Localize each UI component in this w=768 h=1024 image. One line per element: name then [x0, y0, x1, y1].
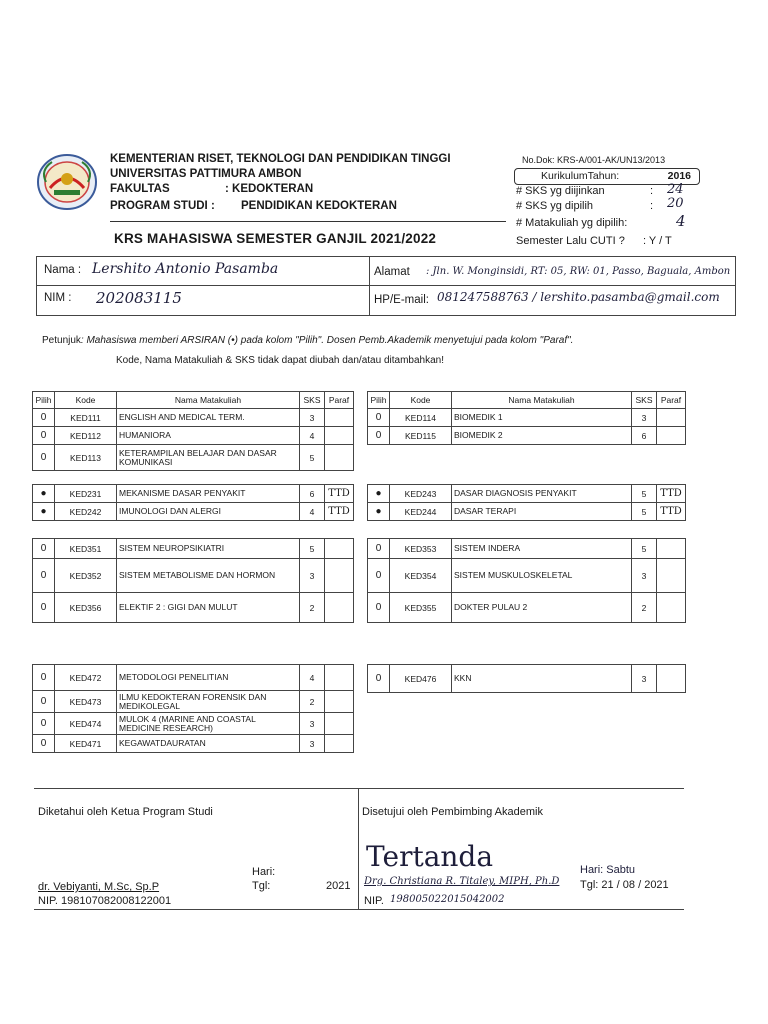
pilih-cell[interactable]: 0 [33, 735, 55, 753]
pilih-cell[interactable]: 0 [368, 559, 390, 593]
right-hari: Hari: Sabtu [580, 864, 636, 876]
sks-cell: 4 [300, 503, 325, 521]
nama-cell: ILMU KEDOKTERAN FORENSIK DAN MEDIKOLEGAL [117, 691, 300, 713]
paraf-cell [657, 539, 686, 559]
course-table-s7-left [32, 664, 354, 753]
pilih-cell[interactable]: ● [368, 503, 390, 521]
kode-cell: KED114 [390, 409, 452, 427]
pilih-cell[interactable]: 0 [33, 665, 55, 691]
pilih-cell[interactable]: 0 [33, 713, 55, 735]
kode-cell: KED351 [55, 539, 117, 559]
right-tgl: Tgl: 21 / 08 / 2021 [580, 879, 669, 891]
kode-cell: KED231 [55, 485, 117, 503]
course-table-s5-left [32, 538, 354, 623]
kode-cell: KED473 [55, 691, 117, 713]
kode-cell: KED354 [390, 559, 452, 593]
matakuliah-dipilih-label: # Matakuliah yg dipilih: [516, 217, 628, 229]
pilih-cell[interactable]: 0 [368, 409, 390, 427]
left-tgl-label: Tgl: [252, 880, 271, 892]
course-table-s1-right [367, 391, 686, 445]
kurikulum-value: 2016 [667, 170, 691, 182]
nama-cell: IMUNOLOGI DAN ALERGI [117, 503, 300, 521]
sks-cell: 5 [300, 445, 325, 471]
petunjuk-label: Petunjuk [42, 335, 81, 346]
kode-cell: KED111 [55, 409, 117, 427]
pilih-cell[interactable]: 0 [33, 445, 55, 471]
sks-cell: 2 [632, 593, 657, 623]
pilih-cell[interactable]: ● [33, 503, 55, 521]
program-label: PROGRAM STUDI : [110, 200, 215, 212]
nama-cell: MEKANISME DASAR PENYAKIT [117, 485, 300, 503]
course-row [368, 409, 686, 427]
paraf-cell: TTD [325, 485, 354, 503]
sks-diijinkan-value: 24 [667, 182, 684, 197]
paraf-cell [657, 665, 686, 693]
course-row [33, 503, 354, 521]
course-row [33, 539, 354, 559]
right-sign-title: Disetujui oleh Pembimbing Akademik [362, 806, 543, 818]
alamat-label: Alamat [374, 266, 410, 278]
sks-cell: 3 [300, 409, 325, 427]
nim-value: 202083115 [96, 289, 182, 307]
kode-cell: KED356 [55, 593, 117, 623]
sks-cell: 2 [300, 593, 325, 623]
faculty-label: FAKULTAS [110, 183, 170, 195]
right-nip-label: NIP. [364, 895, 384, 907]
nama-label: Nama : [44, 264, 82, 276]
sks-cell: 4 [300, 665, 325, 691]
right-signer-name: Drg. Christiana R. Titaley, MIPH, Ph.D [364, 876, 560, 887]
sks-cell: 3 [300, 735, 325, 753]
ministry-name: KEMENTERIAN RISET, TEKNOLOGI DAN PENDIDIKAN TINGGI [110, 153, 451, 165]
cuti-value: : Y / T [643, 235, 672, 247]
pilih-cell[interactable]: 0 [33, 559, 55, 593]
kode-note: Kode, Nama Matakuliah & SKS tidak dapat diubah dan/atau ditambahkan! [116, 355, 444, 366]
pilih-cell[interactable]: 0 [33, 539, 55, 559]
university-name: UNIVERSITAS PATTIMURA AMBON [110, 168, 302, 180]
nama-cell: SISTEM MUSKULOSKELETAL [452, 559, 632, 593]
pilih-cell[interactable]: 0 [33, 593, 55, 623]
kode-cell: KED472 [55, 665, 117, 691]
kode-cell: KED352 [55, 559, 117, 593]
sks-cell: 5 [300, 539, 325, 559]
right-signer-nip: 198005022015042002 [390, 894, 505, 905]
nama-cell: KEGAWATDAURATAN [117, 735, 300, 753]
nama-cell: BIOMEDIK 1 [452, 409, 632, 427]
course-table-s3-right [367, 484, 686, 521]
paraf-cell [657, 409, 686, 427]
header-kode: Kode [390, 392, 452, 409]
table-header-row [368, 392, 686, 409]
course-row [368, 539, 686, 559]
header-paraf: Paraf [325, 392, 354, 409]
nim-label: NIM : [44, 292, 72, 304]
hp-value: 081247588763 / lershito.pasamba@gmail.com [437, 290, 720, 304]
sks-cell: 4 [300, 427, 325, 445]
sks-cell: 6 [300, 485, 325, 503]
sks-cell: 5 [632, 503, 657, 521]
table-header-row [33, 392, 354, 409]
paraf-cell [325, 593, 354, 623]
kode-cell: KED242 [55, 503, 117, 521]
paraf-cell [657, 593, 686, 623]
course-row [33, 559, 354, 593]
course-table-s1-left [32, 391, 354, 471]
paraf-cell [325, 409, 354, 427]
nama-cell: KKN [452, 665, 632, 693]
sks-cell: 3 [632, 409, 657, 427]
paraf-cell: TTD [657, 485, 686, 503]
kode-cell: KED244 [390, 503, 452, 521]
sks-cell: 3 [300, 559, 325, 593]
kurikulum-label: KurikulumTahun: [541, 170, 620, 182]
sks-cell: 5 [632, 539, 657, 559]
paraf-cell [325, 735, 354, 753]
course-row [368, 503, 686, 521]
header-sks: SKS [632, 392, 657, 409]
paraf-cell [325, 691, 354, 713]
faculty-value: : KEDOKTERAN [225, 183, 314, 195]
course-table-s5-right [367, 538, 686, 623]
sks-cell: 3 [300, 713, 325, 735]
course-row [33, 409, 354, 427]
nama-value: Lershito Antonio Pasamba [92, 261, 279, 277]
kode-cell: KED355 [390, 593, 452, 623]
pilih-cell[interactable]: 0 [368, 427, 390, 445]
course-row [33, 427, 354, 445]
kode-cell: KED476 [390, 665, 452, 693]
paraf-cell [325, 539, 354, 559]
course-row [33, 691, 354, 713]
left-sign-title: Diketahui oleh Ketua Program Studi [38, 806, 213, 818]
paraf-cell: TTD [657, 503, 686, 521]
sks-cell: 2 [300, 691, 325, 713]
university-logo [36, 152, 98, 212]
header-pilih: Pilih [368, 392, 390, 409]
course-table-s7-right [367, 664, 686, 693]
paraf-cell [657, 559, 686, 593]
header-nama: Nama Matakuliah [117, 392, 300, 409]
course-row [33, 593, 354, 623]
nama-cell: DOKTER PULAU 2 [452, 593, 632, 623]
nama-cell: SISTEM NEUROPSIKIATRI [117, 539, 300, 559]
pilih-cell[interactable]: 0 [33, 691, 55, 713]
sks-dipilih-value: 20 [667, 196, 684, 211]
course-row [368, 665, 686, 693]
nama-cell: KETERAMPILAN BELAJAR DAN DASAR KOMUNIKASI [117, 445, 300, 471]
nama-cell: ENGLISH AND MEDICAL TERM. [117, 409, 300, 427]
nama-cell: DASAR TERAPI [452, 503, 632, 521]
kode-cell: KED474 [55, 713, 117, 735]
paraf-cell [325, 445, 354, 471]
nama-cell: METODOLOGI PENELITIAN [117, 665, 300, 691]
pilih-cell[interactable]: 0 [33, 409, 55, 427]
header-divider [110, 221, 506, 222]
header-paraf: Paraf [657, 392, 686, 409]
sks-diijinkan-label: # SKS yg diijinkan [516, 185, 605, 197]
nama-cell: DASAR DIAGNOSIS PENYAKIT [452, 485, 632, 503]
left-signer-name: dr. Vebiyanti, M.Sc, Sp.P [38, 881, 160, 893]
sks-cell: 3 [632, 559, 657, 593]
nama-cell: HUMANIORA [117, 427, 300, 445]
pilih-cell[interactable]: 0 [33, 427, 55, 445]
kode-cell: KED113 [55, 445, 117, 471]
pilih-cell[interactable]: 0 [368, 539, 390, 559]
sks-dipilih-label: # SKS yg dipilih [516, 200, 594, 212]
header-kode: Kode [55, 392, 117, 409]
cuti-label: Semester Lalu CUTI ? [516, 235, 625, 247]
pilih-cell[interactable]: ● [368, 485, 390, 503]
course-row [33, 445, 354, 471]
left-hari-label: Hari: [252, 866, 276, 878]
kode-cell: KED112 [55, 427, 117, 445]
course-row [368, 593, 686, 623]
course-row [33, 665, 354, 691]
hp-label: HP/E-mail: [374, 294, 429, 306]
document-number: No.Dok: KRS-A/001-AK/UN13/2013 [522, 155, 666, 165]
krs-title: KRS MAHASISWA SEMESTER GANJIL 2021/2022 [114, 231, 437, 246]
course-row [368, 427, 686, 445]
course-table-s3-left [32, 484, 354, 521]
left-year: 2021 [326, 880, 351, 892]
paraf-cell [657, 427, 686, 445]
right-signed-handwriting: Tertanda [366, 840, 494, 873]
course-row [33, 485, 354, 503]
paraf-cell [325, 665, 354, 691]
header-nama: Nama Matakuliah [452, 392, 632, 409]
pilih-cell[interactable]: 0 [368, 593, 390, 623]
header-pilih: Pilih [33, 392, 55, 409]
course-row [368, 485, 686, 503]
sks-cell: 5 [632, 485, 657, 503]
sks-cell: 6 [632, 427, 657, 445]
course-row [33, 735, 354, 753]
nama-cell: BIOMEDIK 2 [452, 427, 632, 445]
paraf-cell [325, 713, 354, 735]
nama-cell: MULOK 4 (MARINE AND COASTAL MEDICINE RESEARCH) [117, 713, 300, 735]
nama-cell: ELEKTIF 2 : GIGI DAN MULUT [117, 593, 300, 623]
pilih-cell[interactable]: 0 [368, 665, 390, 693]
pilih-cell[interactable]: ● [33, 485, 55, 503]
kode-cell: KED115 [390, 427, 452, 445]
petunjuk-text: : Mahasiswa memberi ARSIRAN (•) pada kolom "Pilih". Dosen Pemb.Akademik menyetujui pada kolom "Paraf". [80, 335, 574, 346]
paraf-cell [325, 559, 354, 593]
kode-cell: KED353 [390, 539, 452, 559]
matakuliah-dipilih-value: 4 [676, 212, 686, 230]
paraf-cell: TTD [325, 503, 354, 521]
course-row [33, 713, 354, 735]
header-sks: SKS [300, 392, 325, 409]
program-value: PENDIDIKAN KEDOKTERAN [241, 200, 397, 212]
kode-cell: KED243 [390, 485, 452, 503]
nama-cell: SISTEM INDERA [452, 539, 632, 559]
left-signer-nip: NIP. 198107082008122001 [38, 895, 172, 907]
course-row [368, 559, 686, 593]
kode-cell: KED471 [55, 735, 117, 753]
nama-cell: SISTEM METABOLISME DAN HORMON [117, 559, 300, 593]
alamat-value: : Jln. W. Monginsidi, RT: 05, RW: 01, Passo, Baguala, Ambon [426, 266, 731, 277]
paraf-cell [325, 427, 354, 445]
sks-cell: 3 [632, 665, 657, 693]
petunjuk [42, 335, 573, 346]
